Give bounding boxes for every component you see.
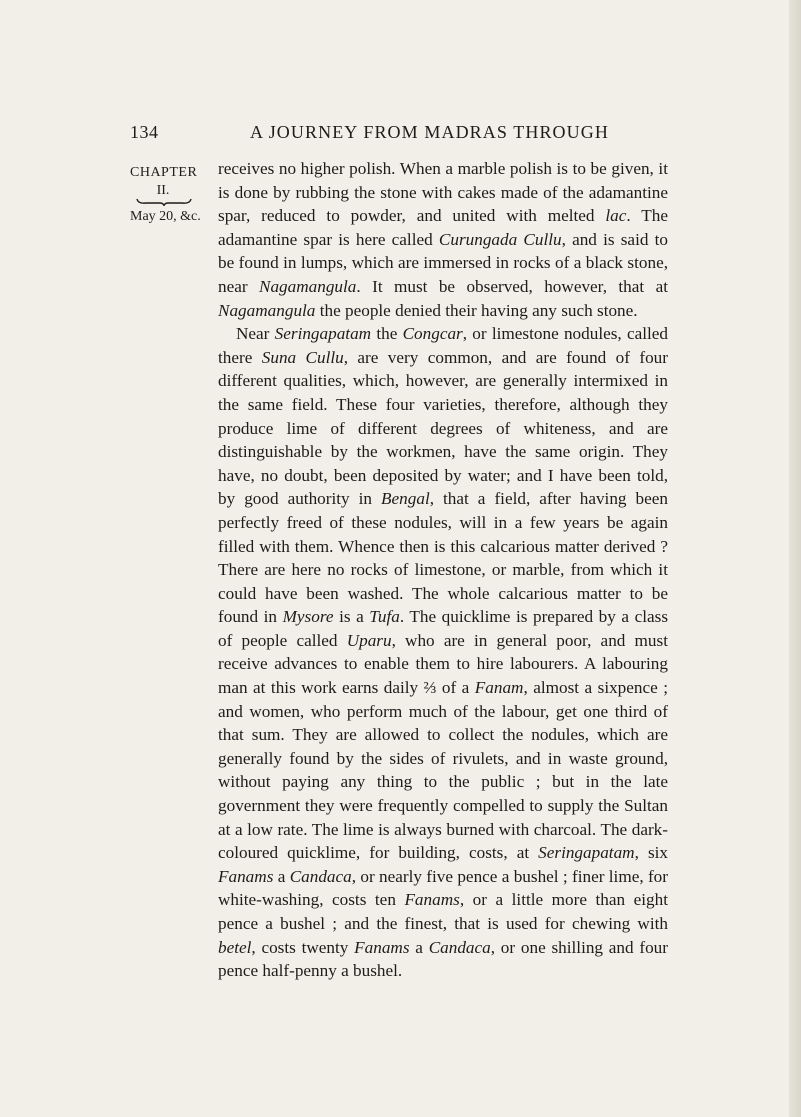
italic-term: Congcar <box>402 324 463 344</box>
italic-term: Fanams <box>404 890 460 910</box>
body-text <box>218 157 668 983</box>
italic-term: Nagamangula <box>258 276 357 296</box>
italic-term: Seringapatam <box>274 324 372 344</box>
text-run: , costs twenty <box>251 937 355 957</box>
text-run: the people denied their having any such stone. <box>315 300 638 320</box>
italic-term: Uparu <box>346 630 392 650</box>
italic-term: lac <box>605 206 627 226</box>
italic-term: Suna Cullu <box>261 347 344 367</box>
text-run: is a <box>333 607 370 627</box>
italic-term: Fanam <box>474 678 524 698</box>
paragraph <box>218 157 668 322</box>
italic-term: Candaca <box>428 937 491 957</box>
text-run: , who are in general poor, and must receive advances to enable them to hire labourers. A labouring man at this work earns daily ⅔ of a <box>218 630 668 698</box>
text-run: , almost a sixpence ; and women, who perform much of the labour, get one third of that sum. They are allowed to collect the nodules, which are generally found by the sides of rivulets, and in waste ground, without paying any thing to the public ; but in the late government they were frequently compelled to supply the Sultan at a low rate. The lime is always burned with charcoal. The dark-coloured quicklime, for building, costs, at <box>218 678 668 863</box>
text-run: , or a little more than eight pence a bushel ; and the finest, that is used for chewing with <box>218 890 668 933</box>
text-run: , or one shilling and four pence half-penny a bushel. <box>218 937 668 981</box>
text-run: a <box>409 937 429 957</box>
text-run: , and is said to be found in lumps, which are immersed in rocks of a black stone, near <box>218 229 668 296</box>
text-run: , six <box>634 843 668 863</box>
italic-term: Fanams <box>218 866 274 886</box>
text-run: a <box>273 866 290 886</box>
text-run: receives no higher polish. When a marble polish is to be given, it is done by rubbing the stone with cakes made of the adamantine spar, reduced to powder, and united with melted <box>218 159 668 226</box>
italic-term: Candaca <box>289 866 352 886</box>
text-run: , or nearly five pence a bushel ; finer lime, for white-washing, costs ten <box>218 866 668 910</box>
chapter-number: II. <box>156 183 170 198</box>
italic-term: Nagamangula <box>218 300 316 320</box>
italic-term: Fanams <box>354 937 410 957</box>
text-run: , or limestone nodules, called there <box>218 324 668 367</box>
running-head: A JOURNEY FROM MADRAS THROUGH <box>250 122 609 142</box>
italic-term: betel <box>218 937 252 957</box>
italic-term: Bengal <box>381 489 430 509</box>
chapter-label: CHAPTER <box>130 165 198 180</box>
margin-note <box>130 162 210 227</box>
text-run: , are very common, and are found of four different qualities, which, however, are generally intermixed in the same field. These four varieties, therefore, although they produce lime of different degrees of whiteness, and are distinguishable by the workmen, have the same origin. They have, no doubt, been deposited by water; and I have been told, by good authority in <box>218 347 668 509</box>
text-run: . The quicklime is prepared by a class of people called <box>218 607 669 650</box>
text-run: . It must be observed, however, that at <box>356 276 668 296</box>
text-run: Near <box>236 324 275 344</box>
text-run: the <box>371 324 403 344</box>
page-number: 134 <box>130 122 159 142</box>
page-header <box>130 122 666 146</box>
italic-term: Mysore <box>282 607 334 627</box>
text-run: . The adamantine spar is here called <box>218 206 668 249</box>
brace-ornament <box>136 198 192 206</box>
italic-term: Seringapatam <box>538 843 635 863</box>
margin-date: May 20, &c. <box>130 209 201 224</box>
page-edge <box>789 0 801 1117</box>
paragraph <box>218 322 668 983</box>
text-run: , that a field, after having been perfectly freed of these nodules, will in a few years be again filled with them. Whence then is this calcarious matter derived ? There are here no rocks of limestone, or marble, from which it could have been washed. The whole calcarious matter to be found in <box>218 489 668 627</box>
italic-term: Curungada Cullu <box>438 229 562 249</box>
italic-term: Tufa <box>369 607 400 627</box>
